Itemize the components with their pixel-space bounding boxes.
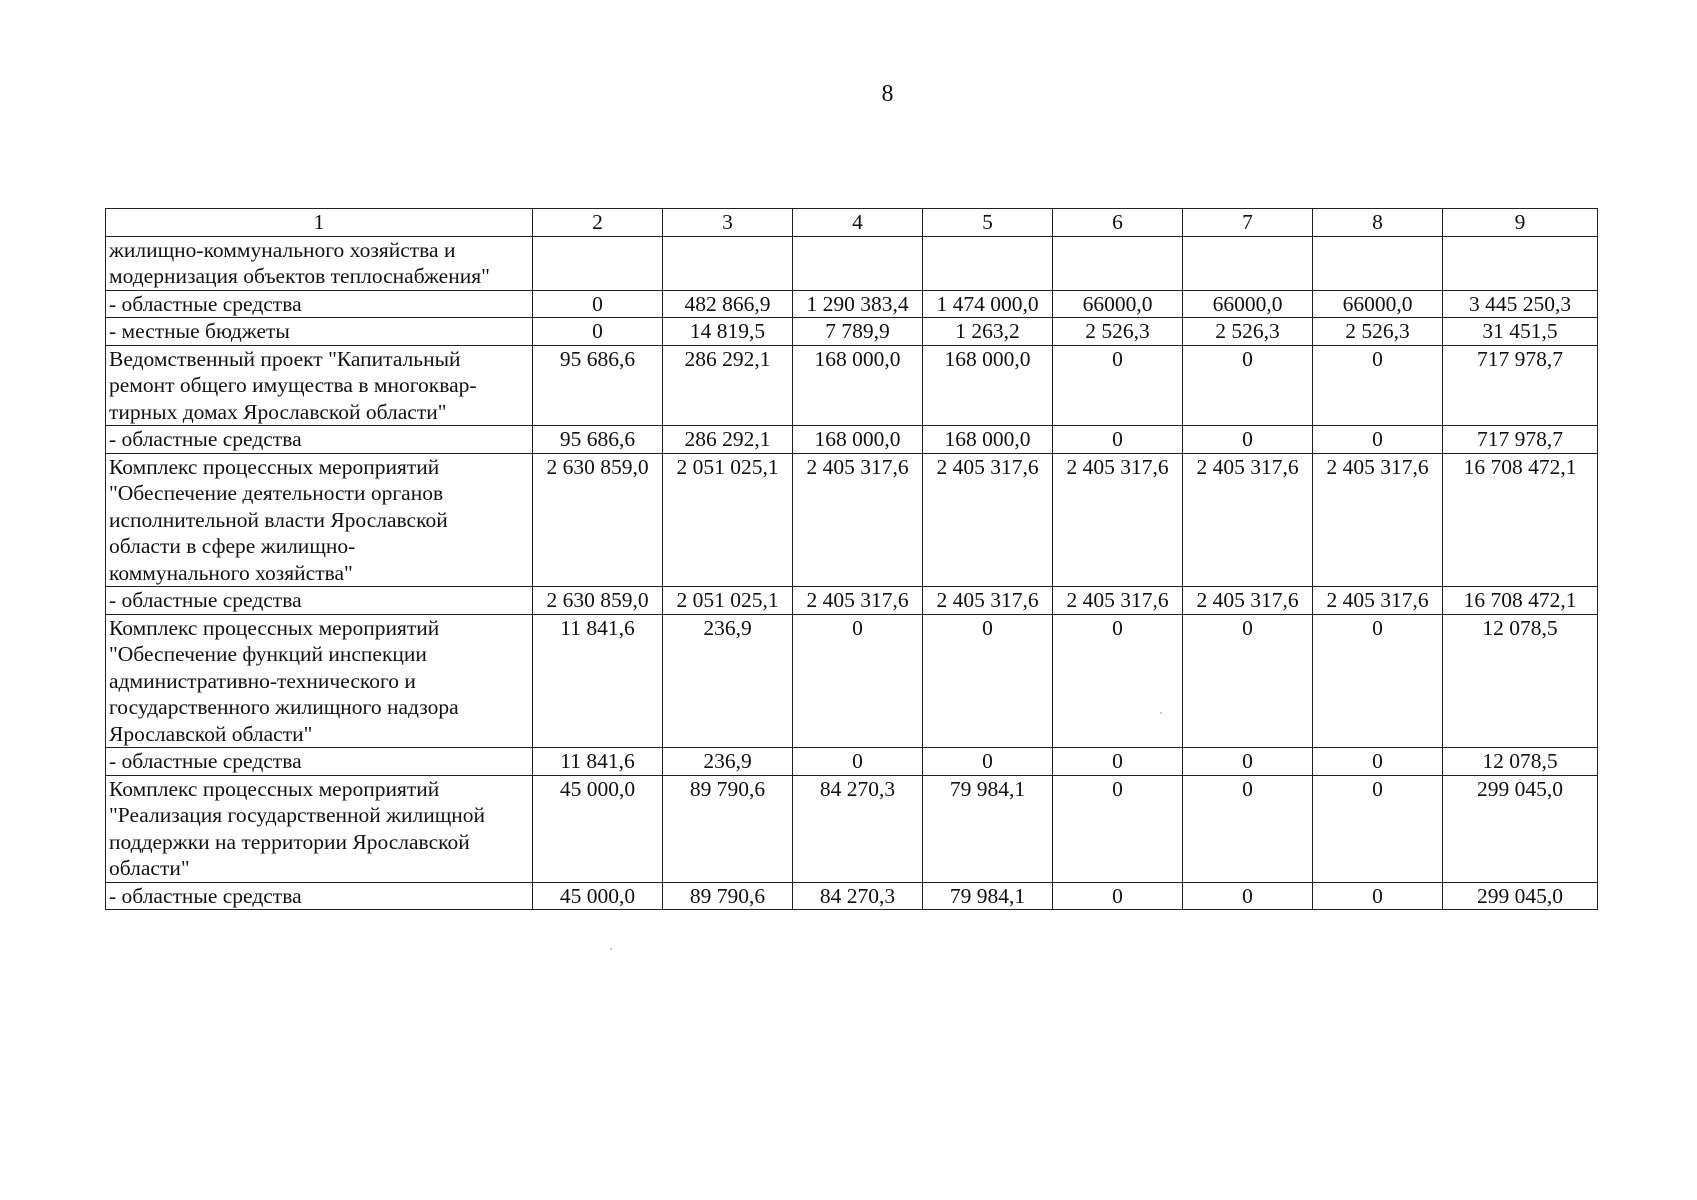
row-label-line: - областные средства xyxy=(109,588,302,612)
value-cell: 95 686,6 xyxy=(533,426,663,454)
value-cell: 168 000,0 xyxy=(793,426,923,454)
row-label-line: Комплекс процессных мероприятий xyxy=(109,615,440,640)
value-cell: 2 405 317,6 xyxy=(1053,587,1183,615)
row-label-line: Комплекс процессных мероприятий xyxy=(109,776,440,801)
value-cell: 16 708 472,1 xyxy=(1443,453,1598,587)
value-cell: 84 270,3 xyxy=(793,775,923,882)
table-row xyxy=(106,426,1598,454)
value-cell: 0 xyxy=(1183,426,1313,454)
value-cell: 2 405 317,6 xyxy=(1313,453,1443,587)
column-header: 3 xyxy=(663,209,793,237)
value-cell: 168 000,0 xyxy=(923,345,1053,426)
column-header: 1 xyxy=(106,209,533,237)
row-label xyxy=(106,345,533,426)
value-cell: 12 078,5 xyxy=(1443,748,1598,776)
value-cell: 2 051 025,1 xyxy=(663,587,793,615)
value-cell: 2 051 025,1 xyxy=(663,453,793,587)
row-label-line: - местные бюджеты xyxy=(109,319,290,343)
row-label xyxy=(106,882,533,910)
value-cell: 168 000,0 xyxy=(793,345,923,426)
column-header: 9 xyxy=(1443,209,1598,237)
row-label xyxy=(106,587,533,615)
row-label-line: - областные средства xyxy=(109,427,302,451)
table-row xyxy=(106,614,1598,748)
value-cell: 2 526,3 xyxy=(1053,318,1183,346)
value-cell: 2 526,3 xyxy=(1183,318,1313,346)
value-cell: 0 xyxy=(1053,775,1183,882)
value-cell: 0 xyxy=(1313,426,1443,454)
value-cell: 0 xyxy=(793,614,923,748)
value-cell: 2 405 317,6 xyxy=(1313,587,1443,615)
value-cell: 0 xyxy=(1053,345,1183,426)
value-cell: 1 474 000,0 xyxy=(923,290,1053,318)
value-cell: 0 xyxy=(923,614,1053,748)
row-label-line: Ведомственный проект "Капитальный xyxy=(109,346,461,371)
row-label-line: коммунального хозяйства" xyxy=(109,560,353,585)
row-label xyxy=(106,775,533,882)
row-label-line: "Обеспечение деятельности органов xyxy=(109,481,444,505)
table-row xyxy=(106,882,1598,910)
value-cell: 2 405 317,6 xyxy=(793,453,923,587)
value-cell: 482 866,9 xyxy=(663,290,793,318)
value-cell: 0 xyxy=(1183,882,1313,910)
table-row xyxy=(106,587,1598,615)
row-label-line: Ярославской области" xyxy=(109,721,313,746)
row-label-line: административно-технического и xyxy=(109,668,416,693)
value-cell: 2 526,3 xyxy=(1313,318,1443,346)
value-cell: 299 045,0 xyxy=(1443,775,1598,882)
value-cell: 2 405 317,6 xyxy=(923,453,1053,587)
table-row xyxy=(106,318,1598,346)
column-header: 4 xyxy=(793,209,923,237)
value-cell xyxy=(663,236,793,290)
row-label-line: "Реализация государственной жилищной xyxy=(109,803,486,827)
value-cell: 0 xyxy=(793,748,923,776)
value-cell: 0 xyxy=(533,318,663,346)
value-cell xyxy=(1443,236,1598,290)
value-cell: 45 000,0 xyxy=(533,882,663,910)
value-cell: 31 451,5 xyxy=(1443,318,1598,346)
value-cell: 2 630 859,0 xyxy=(533,587,663,615)
row-label-line: тирных домах Ярославской области" xyxy=(109,399,447,424)
value-cell: 89 790,6 xyxy=(663,882,793,910)
value-cell: 299 045,0 xyxy=(1443,882,1598,910)
value-cell: 79 984,1 xyxy=(923,775,1053,882)
value-cell: 2 405 317,6 xyxy=(1183,587,1313,615)
value-cell: 1 263,2 xyxy=(923,318,1053,346)
row-label xyxy=(106,453,533,587)
value-cell: 0 xyxy=(1183,775,1313,882)
row-label-line: области в сфере жилищно- xyxy=(109,534,356,558)
value-cell xyxy=(923,236,1053,290)
value-cell: 79 984,1 xyxy=(923,882,1053,910)
row-label-line: модернизация объектов теплоснабжения" xyxy=(109,264,490,288)
value-cell: 717 978,7 xyxy=(1443,345,1598,426)
row-label-line: жилищно-коммунального хозяйства и xyxy=(109,237,456,262)
table-row xyxy=(106,453,1598,587)
column-header: 6 xyxy=(1053,209,1183,237)
budget-table xyxy=(105,208,1598,910)
value-cell: 45 000,0 xyxy=(533,775,663,882)
row-label xyxy=(106,290,533,318)
value-cell xyxy=(1313,236,1443,290)
value-cell: 0 xyxy=(1053,426,1183,454)
value-cell: 14 819,5 xyxy=(663,318,793,346)
value-cell xyxy=(533,236,663,290)
value-cell: 3 445 250,3 xyxy=(1443,290,1598,318)
value-cell: 0 xyxy=(1313,614,1443,748)
value-cell: 286 292,1 xyxy=(663,345,793,426)
value-cell: 0 xyxy=(1183,345,1313,426)
value-cell: 16 708 472,1 xyxy=(1443,587,1598,615)
value-cell: 7 789,9 xyxy=(793,318,923,346)
value-cell: 0 xyxy=(1053,614,1183,748)
column-header: 2 xyxy=(533,209,663,237)
value-cell: 2 405 317,6 xyxy=(793,587,923,615)
row-label-line: исполнительной власти Ярославской xyxy=(109,507,448,532)
row-label-line: - областные средства xyxy=(109,883,302,908)
row-label-line: поддержки на территории Ярославской xyxy=(109,829,470,854)
value-cell: 2 405 317,6 xyxy=(1183,453,1313,587)
value-cell: 2 405 317,6 xyxy=(923,587,1053,615)
value-cell: 0 xyxy=(1053,882,1183,910)
value-cell: 236,9 xyxy=(663,748,793,776)
page-number: 8 xyxy=(881,81,894,107)
value-cell: 2 630 859,0 xyxy=(533,453,663,587)
value-cell: 236,9 xyxy=(663,614,793,748)
value-cell: 0 xyxy=(1313,345,1443,426)
column-header: 7 xyxy=(1183,209,1313,237)
row-label-line: "Обеспечение функций инспекции xyxy=(109,642,427,666)
column-header: 8 xyxy=(1313,209,1443,237)
row-label xyxy=(106,748,533,776)
table-row xyxy=(106,345,1598,426)
value-cell: 12 078,5 xyxy=(1443,614,1598,748)
value-cell: 168 000,0 xyxy=(923,426,1053,454)
value-cell xyxy=(793,236,923,290)
value-cell: 0 xyxy=(1313,748,1443,776)
row-label xyxy=(106,614,533,748)
value-cell: 84 270,3 xyxy=(793,882,923,910)
row-label-line: - областные средства xyxy=(109,749,302,773)
column-header: 5 xyxy=(923,209,1053,237)
value-cell: 95 686,6 xyxy=(533,345,663,426)
value-cell: 89 790,6 xyxy=(663,775,793,882)
table-row xyxy=(106,775,1598,882)
value-cell: 0 xyxy=(1313,882,1443,910)
value-cell: 2 405 317,6 xyxy=(1053,453,1183,587)
value-cell: 11 841,6 xyxy=(533,748,663,776)
value-cell: 0 xyxy=(1183,614,1313,748)
value-cell: 11 841,6 xyxy=(533,614,663,748)
table-row xyxy=(106,236,1598,290)
value-cell xyxy=(1183,236,1313,290)
row-label-line: области" xyxy=(109,856,190,880)
row-label xyxy=(106,318,533,346)
value-cell: 0 xyxy=(1313,775,1443,882)
value-cell: 717 978,7 xyxy=(1443,426,1598,454)
value-cell: 0 xyxy=(1053,748,1183,776)
table-row xyxy=(106,290,1598,318)
value-cell: 0 xyxy=(533,290,663,318)
value-cell: 286 292,1 xyxy=(663,426,793,454)
row-label xyxy=(106,236,533,290)
value-cell: 1 290 383,4 xyxy=(793,290,923,318)
value-cell: 66000,0 xyxy=(1053,290,1183,318)
table-header-row xyxy=(106,209,1598,237)
scan-speck xyxy=(610,948,612,950)
value-cell: 0 xyxy=(1183,748,1313,776)
table-body xyxy=(106,209,1598,910)
row-label-line: - областные средства xyxy=(109,291,302,316)
row-label xyxy=(106,426,533,454)
scan-speck xyxy=(1160,712,1162,714)
row-label-line: государственного жилищного надзора xyxy=(109,695,459,719)
row-label-line: Комплекс процессных мероприятий xyxy=(109,454,440,479)
row-label-line: ремонт общего имущества в многоквар- xyxy=(109,373,477,397)
value-cell: 66000,0 xyxy=(1313,290,1443,318)
value-cell xyxy=(1053,236,1183,290)
value-cell: 66000,0 xyxy=(1183,290,1313,318)
table-row xyxy=(106,748,1598,776)
value-cell: 0 xyxy=(923,748,1053,776)
